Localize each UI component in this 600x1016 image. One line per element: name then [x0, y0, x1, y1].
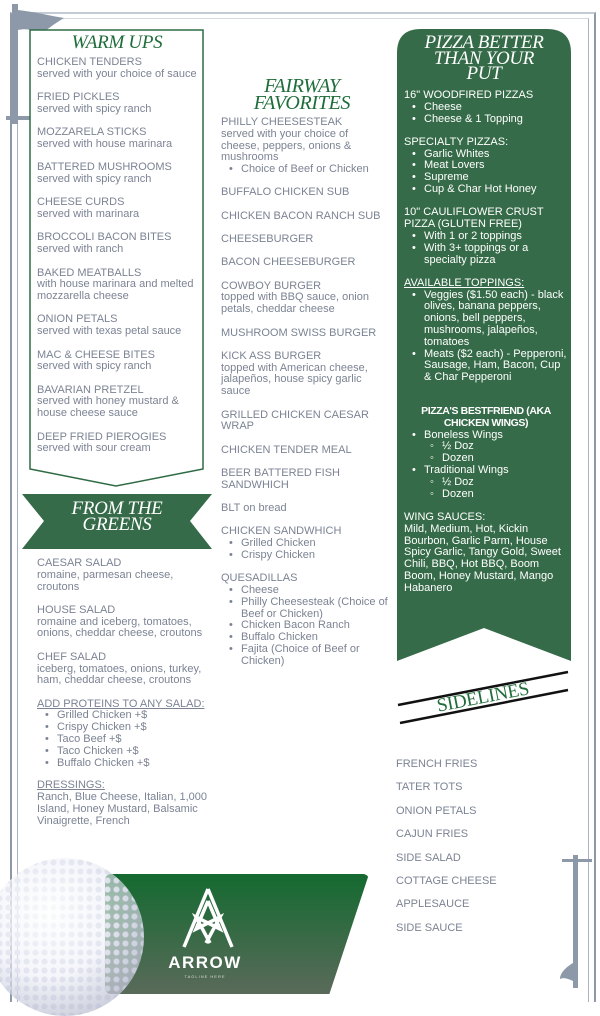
- topping-option: • Meats ($2 each) - Pepperoni, Sausage, Ham, Bacon, Cup & Char Pepperoni: [424, 349, 568, 384]
- menu-item: [37, 92, 197, 116]
- item-name: GRILLED CHICKEN CAESAR WRAP: [221, 408, 369, 433]
- item-name: CHICKEN TENDERS: [37, 56, 142, 68]
- item-desc: served with your choice of cheese, peppers, onions & mushrooms: [221, 127, 352, 164]
- item-desc: served with house marinara: [37, 137, 173, 150]
- pizza-option: • Meat Lovers: [424, 160, 568, 172]
- item-desc: served with spicy ranch: [37, 173, 152, 186]
- menu-item: [37, 127, 197, 151]
- wings-half: ◦ ½ Doz: [442, 477, 568, 489]
- item-name: CHICKEN BACON RANCH SUB: [221, 209, 381, 222]
- item-name: ONION PETALS: [37, 313, 118, 326]
- dressings-text: Ranch, Blue Cheese, Italian, 1,000 Island, Honey Mustard, Balsamic Vinaigrette, French: [37, 791, 208, 827]
- item-name: COWBOY BURGER: [221, 279, 322, 292]
- fairway-section: [221, 117, 389, 679]
- wings-dozen: ◦ Dozen: [442, 453, 568, 465]
- side-item: SIDE SAUCE: [396, 921, 463, 934]
- specialty-heading: SPECIALTY PIZZAS:: [404, 135, 509, 148]
- pizza-title-line2: THAN YOUR: [433, 47, 535, 69]
- sidelines-list: [396, 759, 566, 946]
- logo-name: ARROW: [168, 953, 242, 972]
- warm-ups-section: [37, 34, 197, 467]
- toppings-heading: AVAILABLE TOPPINGS:: [404, 276, 525, 289]
- item-desc: topped with American cheese, jalapeños, house spicy garlic sauce: [221, 361, 368, 398]
- item-name: FRIED PICKLES: [37, 91, 120, 104]
- protein-option: • Buffalo Chicken +$: [57, 758, 207, 770]
- item-desc: served with spicy ranch: [37, 360, 152, 373]
- pizza-option: • Cup & Char Hot Honey: [424, 184, 568, 196]
- item-name: HOUSE SALAD: [37, 603, 116, 616]
- item-desc: served with sour cream: [37, 442, 151, 455]
- item-name: CHICKEN TENDER MEAL: [221, 443, 352, 456]
- item-desc: served with texas petal sauce: [37, 325, 182, 338]
- item-desc: served with honey mustard & house cheese sauce: [37, 395, 179, 420]
- menu-item: [37, 162, 197, 186]
- pizza-option: • With 1 or 2 toppings: [424, 231, 568, 243]
- side-item: FRENCH FRIES: [396, 758, 478, 770]
- menu-item: [37, 350, 197, 374]
- item-option: • Chicken Bacon Ranch: [241, 620, 389, 632]
- item-name: CHEESE CURDS: [37, 196, 125, 209]
- protein-option: • Taco Beef +$: [57, 734, 207, 746]
- fairway-title-line2: FAVORITES: [253, 92, 351, 114]
- item-name: BEER BATTERED FISH SANDWHICH: [221, 466, 340, 491]
- wings-heading: PIZZA'S BESTFRIEND (AKA CHICKEN WINGS): [421, 405, 551, 429]
- pizza-title: [397, 32, 571, 84]
- item-option: • Choice of Beef or Chicken: [241, 164, 389, 176]
- item-name: BACON CHEESEBURGER: [221, 256, 356, 269]
- item-name: BLT on bread: [221, 502, 287, 515]
- item-desc: iceberg, tomatoes, onions, turkey, ham, cheddar cheese, croutons: [37, 662, 202, 687]
- item-name: BATTERED MUSHROOMS: [37, 161, 172, 174]
- item-name: MAC & CHEESE BITES: [37, 348, 155, 361]
- item-name: CHEF SALAD: [37, 650, 107, 663]
- item-option: • Crispy Chicken: [241, 550, 389, 562]
- sauces-heading: WING SAUCES:: [404, 510, 486, 523]
- side-item: TATER TOTS: [396, 781, 463, 794]
- greens-title-line2: GREENS: [82, 514, 152, 535]
- item-name: BUFFALO CHICKEN SUB: [221, 186, 350, 199]
- item-option: • Cheese: [241, 585, 389, 597]
- side-item: SIDE SALAD: [396, 851, 461, 864]
- pizza-option: • With 3+ toppings or a specialty pizza: [424, 243, 568, 267]
- menu-item: [37, 652, 207, 687]
- pizza-option: • Cheese & 1 Topping: [424, 114, 568, 126]
- item-name: QUESADILLAS: [221, 572, 298, 585]
- logo-tagline: TAGLINE HERE: [184, 974, 226, 979]
- item-option: • Philly Cheesesteak (Choice of Beef or Chicken): [241, 597, 389, 621]
- item-name: KICK ASS BURGER: [221, 349, 322, 362]
- pizza-title-line1: PIZZA BETTER: [424, 32, 544, 53]
- woodfired-heading: 16" WOODFIRED PIZZAS: [404, 89, 534, 101]
- item-name: CHEESEBURGER: [221, 233, 314, 246]
- greens-title-line1: FROM THE: [71, 498, 163, 519]
- wings-dozen: ◦ Dozen: [442, 489, 568, 501]
- menu-item: [37, 232, 197, 256]
- menu-item: [37, 558, 207, 593]
- wings-traditional: • Traditional Wings: [424, 465, 568, 477]
- wings-half: ◦ ½ Doz: [442, 441, 568, 453]
- protein-option: • Grilled Chicken +$: [57, 710, 207, 722]
- item-desc: romaine, parmesan cheese, croutons: [37, 568, 174, 593]
- proteins-heading: ADD PROTEINS TO ANY SALAD:: [37, 697, 205, 710]
- menu-item: [37, 197, 197, 221]
- pizza-title-line3: PUT: [466, 63, 502, 84]
- item-option: • Fajita (Choice of Beef or Chicken): [241, 644, 389, 668]
- pizza-option: • Garlic Whites: [424, 149, 568, 161]
- warm-ups-title: WARM UPS: [71, 32, 163, 53]
- item-name: MOZZARELA STICKS: [37, 126, 147, 139]
- side-item: APPLESAUCE: [396, 898, 470, 911]
- fairway-title: [222, 75, 382, 114]
- menu-item: [37, 268, 197, 303]
- menu-item: [37, 57, 197, 81]
- item-name: BAVARIAN PRETZEL: [37, 383, 144, 396]
- side-item: CAJUN FRIES: [396, 828, 469, 841]
- sauces-text: Mild, Medium, Hot, Kickin Bourbon, Garlic Parm, House Spicy Garlic, Tangy Gold, Sweet Chili, BBQ, Hot BBQ, Boom Boom, Honey Mustard, Mango Habanero: [404, 522, 561, 594]
- item-desc: served with ranch: [37, 243, 124, 256]
- wings-boneless: • Boneless Wings: [424, 430, 568, 442]
- menu-item: [37, 605, 207, 640]
- side-item: ONION PETALS: [396, 804, 477, 817]
- menu-item: [37, 385, 197, 420]
- fairway-title-line1: FAIRWAY: [264, 75, 340, 97]
- protein-option: • Taco Chicken +$: [57, 746, 207, 758]
- sidelines-title: SIDELINES: [435, 678, 531, 717]
- cauliflower-heading: 10" CAULIFLOWER CRUST PIZZA (GLUTEN FREE): [404, 206, 544, 231]
- item-option: • Buffalo Chicken: [241, 632, 389, 644]
- item-desc: with house marinara and melted mozzarella cheese: [37, 278, 194, 303]
- pizza-option: • Supreme: [424, 172, 568, 184]
- topping-option: • Veggies ($1.50 each) - black olives, banana peppers, onions, bell peppers, mushrooms, jalapeños, tomatoes: [424, 290, 568, 349]
- menu-item: [37, 432, 197, 456]
- item-name: CAESAR SALAD: [37, 557, 122, 569]
- item-name: PHILLY CHEESESTEAK: [221, 116, 343, 128]
- greens-section: [37, 558, 207, 828]
- pizza-option: • Cheese: [424, 102, 568, 114]
- item-option: • Grilled Chicken: [241, 538, 389, 550]
- pizza-section: [404, 90, 568, 594]
- protein-option: • Crispy Chicken +$: [57, 722, 207, 734]
- dressings-heading: DRESSINGS:: [37, 779, 105, 792]
- item-name: CHICKEN SANDWHICH: [221, 525, 342, 538]
- golf-flag-icon: [560, 855, 600, 988]
- side-item: COTTAGE CHEESE: [396, 874, 497, 887]
- item-name: BAKED MEATBALLS: [37, 266, 142, 279]
- menu-item: [37, 314, 197, 338]
- arrow-logo-icon: [178, 887, 238, 949]
- greens-title: [22, 498, 212, 535]
- item-name: MUSHROOM SWISS BURGER: [221, 326, 377, 339]
- item-desc: romaine and iceberg, tomatoes, onions, cheddar cheese, croutons: [37, 615, 203, 640]
- item-desc: topped with BBQ sauce, onion petals, cheddar cheese: [221, 291, 369, 316]
- item-desc: served with marinara: [37, 208, 140, 221]
- item-name: DEEP FRIED PIEROGIES: [37, 430, 167, 443]
- item-name: BROCCOLI BACON BITES: [37, 231, 172, 244]
- item-desc: served with your choice of sauce: [37, 67, 197, 80]
- item-desc: served with spicy ranch: [37, 102, 152, 115]
